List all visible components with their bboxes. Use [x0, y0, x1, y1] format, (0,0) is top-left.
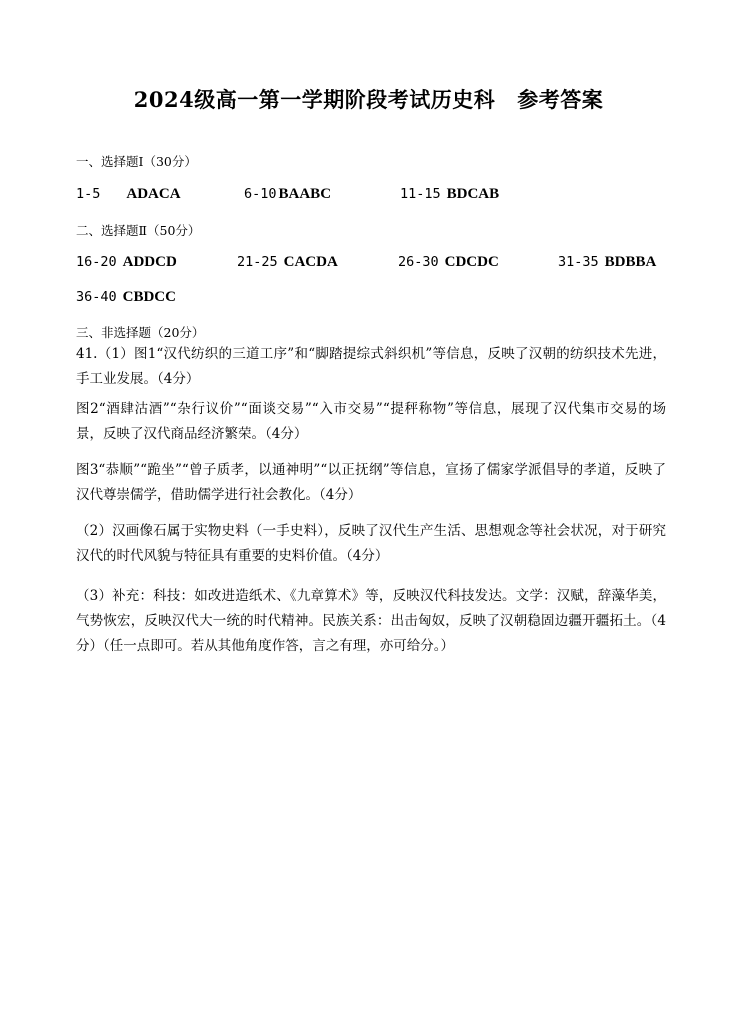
answer-group [237, 254, 338, 271]
answer-paragraph: 41.（1）图1“汉代纺织的三道工序”和“脚踏提综式斜织机”等信息，反映了汉朝的纺织技术先进，手工业发展。（4分） [76, 346, 666, 387]
document-title [0, 84, 737, 114]
answer-group [558, 254, 656, 271]
answer-key: CBDCC [122, 289, 176, 305]
section2-heading: 二、选择题Ⅱ（50分） [76, 223, 201, 238]
answer-paragraph: （2）汉画像石属于实物史料（一手史料），反映了汉代生产生活、思想观念等社会状况，对于研究汉代的时代风貌与特征具有重要的史料价值。（4分） [76, 523, 666, 564]
answer-paragraph: （3）补充：科技：如改进造纸术、《九章算术》等，反映汉代科技发达。文学：汉赋，辞藻华美，气势恢宏，反映汉代大一统的时代精神。民族关系：出击匈奴，反映了汉朝稳固边疆开疆拓土。（4分）（任一点即可。若从其他角度作答，言之有理，亦可给分。） [76, 588, 666, 654]
answer-range: 26-30 [398, 254, 439, 270]
answer-group [76, 254, 177, 271]
answer-paragraph: 图3“恭顺”“跪坐”“曾子质孝，以通神明”“以正抚纲”等信息，宣扬了儒家学派倡导的孝道，反映了汉代尊崇儒学，借助儒学进行社会教化。（4分） [76, 462, 666, 503]
answer-range: 11-15 [400, 186, 441, 202]
answer-range: 36-40 [76, 289, 117, 305]
answer-key: BAABC [278, 186, 332, 202]
answer-key: ADDCD [122, 254, 177, 270]
answer-group [244, 186, 331, 203]
answer-key: CDCDC [444, 254, 499, 270]
answer-key: BDCAB [446, 186, 500, 202]
answer-key: BDBBA [604, 254, 657, 270]
answer-group [400, 186, 499, 203]
answer-group [398, 254, 499, 271]
answer-paragraph: 图2“酒肆沽酒”“杂行议价”“面谈交易”“入市交易”“提秤称物”等信息，展现了汉代集市交易的场景，反映了汉代商品经济繁荣。（4分） [76, 401, 666, 442]
answer-key: ADACA [126, 186, 181, 202]
title-suffix: 参考答案 [517, 87, 604, 112]
answer-range: 1-5 [76, 186, 101, 202]
answer-range: 31-35 [558, 254, 599, 270]
section1-heading: 一、选择题Ⅰ（30分） [76, 154, 197, 169]
answer-range: 6-10 [244, 186, 277, 202]
answer-key: CACDA [283, 254, 338, 270]
answer-range: 16-20 [76, 254, 117, 270]
title-main: 2024级高一第一学期阶段考试历史科 [133, 87, 496, 112]
answer-group [76, 186, 181, 203]
section3-heading: 三、非选择题（20分） [76, 325, 205, 340]
answer-range: 21-25 [237, 254, 278, 270]
answer-group [76, 289, 176, 306]
